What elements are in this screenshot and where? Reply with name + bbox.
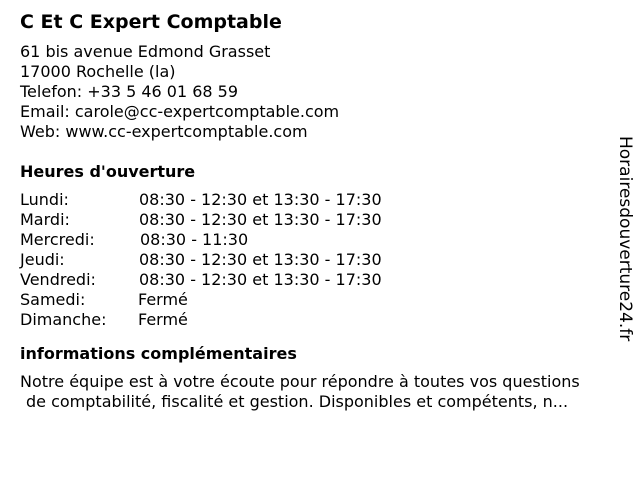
info-description [20,372,610,412]
hours-day: Jeudi: [20,250,65,269]
site-watermark: Horairesdouverture24.fr [615,136,635,342]
description-line: Notre équipe est à votre écoute pour répondre à toutes vos questions [20,372,580,391]
address-city: 17000 Rochelle (la) [20,62,176,81]
phone-number: Telefon: +33 5 46 01 68 59 [20,82,239,101]
business-listing [20,8,610,412]
hours-heading: Heures d'ouverture [20,162,196,181]
hours-row-vendredi [20,270,610,290]
contact-block [20,42,610,142]
hours-day: Samedi: [20,290,86,309]
hours-row-samedi [20,290,610,310]
address-street: 61 bis avenue Edmond Grasset [20,42,271,61]
hours-time: Fermé [138,310,188,329]
hours-day: Vendredi: [20,270,96,289]
website-url: Web: www.cc-expertcomptable.com [20,122,308,141]
hours-row-mardi [20,210,610,230]
hours-row-dimanche [20,310,610,330]
hours-day: Mardi: [20,210,70,229]
business-name: C Et C Expert Comptable [20,11,282,33]
hours-table [20,190,610,330]
hours-time: 08:30 - 12:30 et 13:30 - 17:30 [139,270,382,289]
hours-time: 08:30 - 11:30 [140,230,249,249]
description-line: de comptabilité, fiscalité et gestion. Disponibles et compétents, n... [26,392,569,411]
hours-time: Fermé [138,290,188,309]
hours-row-lundi [20,190,610,210]
hours-time: 08:30 - 12:30 et 13:30 - 17:30 [139,250,382,269]
hours-time: 08:30 - 12:30 et 13:30 - 17:30 [139,210,382,229]
hours-day: Dimanche: [20,310,107,329]
hours-row-jeudi [20,250,610,270]
info-heading: informations complémentaires [20,344,297,363]
hours-row-mercredi [20,230,610,250]
hours-day: Mercredi: [20,230,95,249]
hours-time: 08:30 - 12:30 et 13:30 - 17:30 [139,190,382,209]
email-address: Email: carole@cc-expertcomptable.com [20,102,340,121]
hours-day: Lundi: [20,190,69,209]
